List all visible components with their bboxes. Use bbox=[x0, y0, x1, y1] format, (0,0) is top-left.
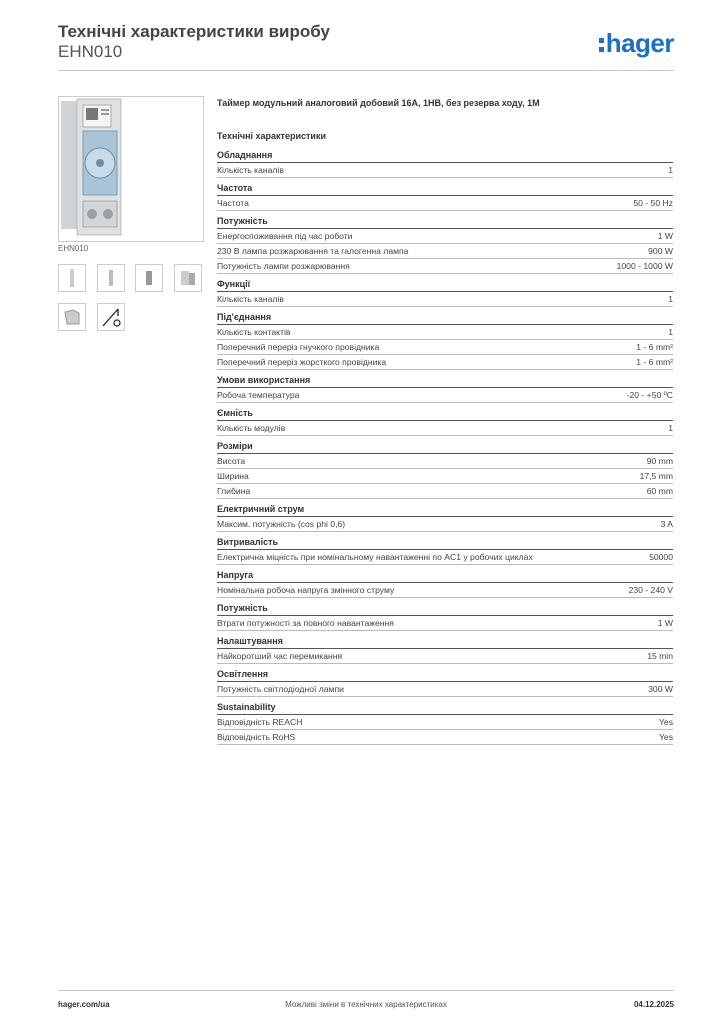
spec-group bbox=[217, 374, 673, 403]
spec-label: Відповідність REACH bbox=[217, 717, 303, 727]
product-thumbnail-3[interactable] bbox=[135, 264, 163, 292]
wiring-diagram-icon[interactable] bbox=[97, 303, 125, 331]
spec-row bbox=[217, 616, 673, 631]
product-image bbox=[58, 96, 204, 242]
spec-group-title: Ємність bbox=[217, 407, 673, 421]
spec-group bbox=[217, 635, 673, 664]
spec-group bbox=[217, 278, 673, 307]
spec-label: Кількість каналів bbox=[217, 165, 284, 175]
spec-label: Поперечний переріз гнучкого провідника bbox=[217, 342, 380, 352]
spec-group-title: Напруга bbox=[217, 569, 673, 583]
spec-label: Ширина bbox=[217, 471, 249, 481]
spec-label: Висота bbox=[217, 456, 246, 466]
spec-label: Поперечний переріз жорсткого провідника bbox=[217, 357, 387, 367]
spec-group-title: Налаштування bbox=[217, 635, 673, 649]
spec-label: Потужність лампи розжарювання bbox=[217, 261, 350, 271]
spec-value: 60 mm bbox=[646, 486, 673, 496]
spec-label: Найкоротший час перемикання bbox=[217, 651, 343, 661]
spec-group-title: Розміри bbox=[217, 440, 673, 454]
spec-label: Кількість каналів bbox=[217, 294, 284, 304]
spec-row bbox=[217, 454, 673, 469]
spec-row bbox=[217, 421, 673, 436]
footer-website-link[interactable]: hager.com/ua bbox=[58, 1000, 110, 1009]
spec-group bbox=[217, 311, 673, 370]
spec-label: Частота bbox=[217, 198, 249, 208]
spec-label: 230 В лампа розжарювання та галогенна лампа bbox=[217, 246, 409, 256]
spec-group bbox=[217, 440, 673, 499]
spec-row bbox=[217, 682, 673, 697]
spec-value: 50 - 50 Hz bbox=[633, 198, 673, 208]
spec-group-title: Функції bbox=[217, 278, 673, 292]
spec-value: Yes bbox=[658, 732, 673, 742]
dimension-drawing-thumbnail[interactable] bbox=[58, 303, 86, 331]
product-thumbnail-2[interactable] bbox=[97, 264, 125, 292]
spec-value: 90 mm bbox=[646, 456, 673, 466]
spec-group bbox=[217, 569, 673, 598]
spec-value: 1000 - 1000 W bbox=[616, 261, 673, 271]
spec-label: Номінальна робоча напруга змінного струму bbox=[217, 585, 395, 595]
spec-groups bbox=[217, 149, 673, 745]
spec-value: 900 W bbox=[648, 246, 673, 256]
section-title: Технічні характеристики bbox=[217, 131, 326, 141]
spec-label: Кількість модулів bbox=[217, 423, 286, 433]
spec-value: 1 - 6 mm² bbox=[636, 357, 673, 367]
spec-value: 1 bbox=[668, 423, 673, 433]
spec-value: 3 A bbox=[660, 519, 673, 529]
spec-label: Потужність світлодіодної лампи bbox=[217, 684, 344, 694]
spec-group-title: Потужність bbox=[217, 602, 673, 616]
spec-group-title: Частота bbox=[217, 182, 673, 196]
spec-row bbox=[217, 355, 673, 370]
spec-label: Відповідність RoHS bbox=[217, 732, 296, 742]
spec-value: 230 - 240 V bbox=[628, 585, 673, 595]
spec-row bbox=[217, 340, 673, 355]
spec-label: Глибина bbox=[217, 486, 251, 496]
spec-value: 50000 bbox=[649, 552, 673, 562]
spec-group-title: Освітлення bbox=[217, 668, 673, 682]
spec-row bbox=[217, 244, 673, 259]
spec-group bbox=[217, 668, 673, 697]
spec-value: 300 W bbox=[648, 684, 673, 694]
spec-group-title: Під'єднання bbox=[217, 311, 673, 325]
hager-logo: hager bbox=[599, 28, 674, 59]
page-title: Технічні характеристики виробу bbox=[58, 22, 330, 41]
spec-row bbox=[217, 730, 673, 745]
spec-row bbox=[217, 484, 673, 499]
spec-group-title: Умови використання bbox=[217, 374, 673, 388]
spec-value: 1 - 6 mm² bbox=[636, 342, 673, 352]
spec-label: Робоча температура bbox=[217, 390, 300, 400]
spec-row bbox=[217, 583, 673, 598]
spec-value: 1 bbox=[668, 327, 673, 337]
spec-group bbox=[217, 407, 673, 436]
spec-group-title: Sustainability bbox=[217, 701, 673, 715]
spec-group bbox=[217, 602, 673, 631]
product-thumbnail-4[interactable] bbox=[174, 264, 202, 292]
spec-value: 17,5 mm bbox=[639, 471, 673, 481]
product-reference-label: EHN010 bbox=[58, 244, 89, 253]
technical-specifications bbox=[217, 96, 673, 745]
spec-group-title: Обладнання bbox=[217, 149, 673, 163]
footer-disclaimer: Можливі зміни в технічних характеристиках bbox=[285, 1000, 447, 1009]
spec-label: Кількість контактів bbox=[217, 327, 291, 337]
spec-group bbox=[217, 182, 673, 211]
product-description: Таймер модульний аналоговий добовий 16А, 1НВ, без резерва ходу, 1М bbox=[217, 98, 540, 108]
product-thumbnail-1[interactable] bbox=[58, 264, 86, 292]
spec-group-title: Потужність bbox=[217, 215, 673, 229]
spec-value: 1 W bbox=[657, 231, 673, 241]
spec-group bbox=[217, 536, 673, 565]
spec-group bbox=[217, 503, 673, 532]
spec-label: Втрати потужності за повного навантаження bbox=[217, 618, 394, 628]
spec-row bbox=[217, 469, 673, 484]
spec-row bbox=[217, 292, 673, 307]
spec-group-title: Витривалість bbox=[217, 536, 673, 550]
spec-row bbox=[217, 229, 673, 244]
spec-group bbox=[217, 701, 673, 745]
spec-row bbox=[217, 517, 673, 532]
spec-row bbox=[217, 715, 673, 730]
spec-row bbox=[217, 550, 673, 565]
spec-row bbox=[217, 325, 673, 340]
spec-row bbox=[217, 163, 673, 178]
spec-value: Yes bbox=[658, 717, 673, 727]
spec-row bbox=[217, 259, 673, 274]
spec-value: 1 W bbox=[657, 618, 673, 628]
page-footer bbox=[58, 990, 674, 1011]
spec-value: 1 bbox=[668, 294, 673, 304]
spec-value: 1 bbox=[668, 165, 673, 175]
product-reference-title: EHN010 bbox=[58, 42, 123, 61]
spec-group bbox=[217, 149, 673, 178]
page-header bbox=[58, 22, 674, 71]
spec-label: Максим. потужність (cos phi 0,6) bbox=[217, 519, 346, 529]
spec-row bbox=[217, 196, 673, 211]
spec-group bbox=[217, 215, 673, 274]
spec-row bbox=[217, 388, 673, 403]
spec-group-title: Електричний струм bbox=[217, 503, 673, 517]
spec-label: Електрична міцність при номінальному навантаженні по AC1 у робочих циклах bbox=[217, 552, 533, 562]
spec-label: Енергоспоживання під час роботи bbox=[217, 231, 353, 241]
footer-date: 04.12.2025 bbox=[633, 1000, 674, 1009]
spec-value: -20 - +50 ºC bbox=[626, 390, 673, 400]
spec-row bbox=[217, 649, 673, 664]
spec-value: 15 min bbox=[647, 651, 673, 661]
